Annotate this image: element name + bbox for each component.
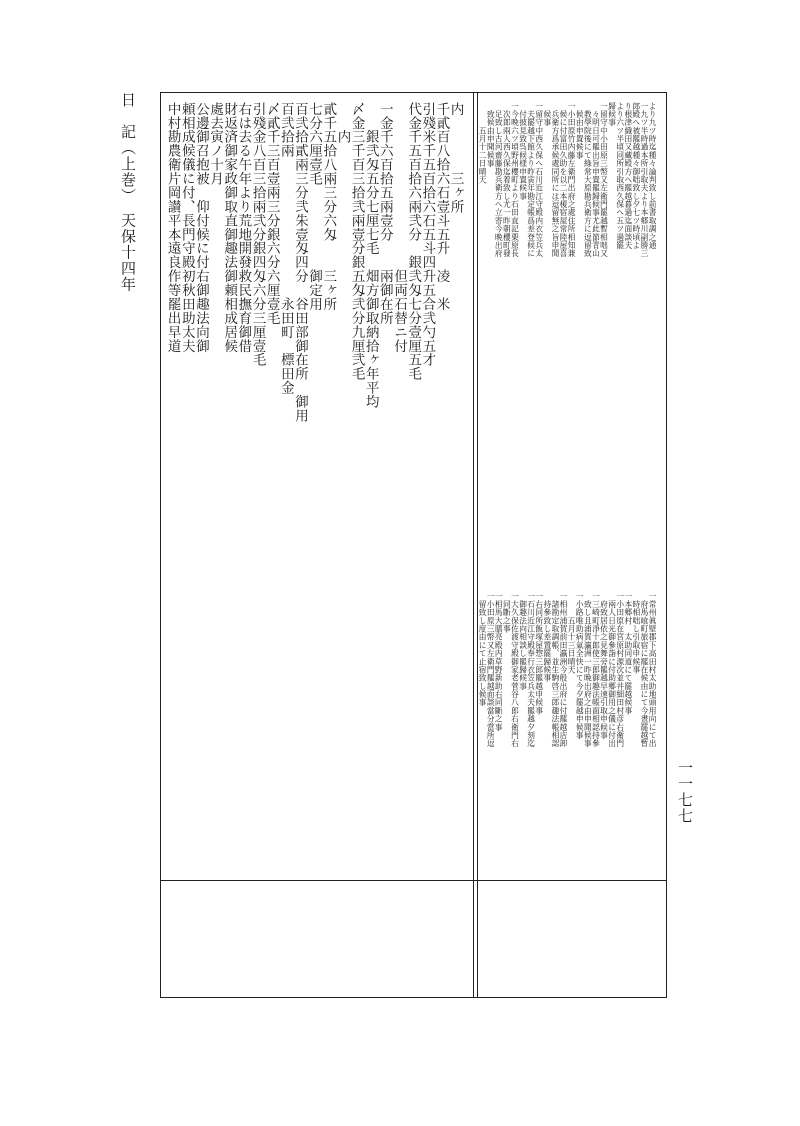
text-column: 歸候事	[607, 102, 617, 127]
text-column: 一小田原竹内藤左衛門出府之處住所相知兼	[567, 102, 577, 258]
text-column: 候に付富田久助を以二本榎宿屋常陸屋喜	[559, 102, 569, 258]
text-column: 〆貳千三百壹兩三分銀六分六厘壹毛	[264, 102, 280, 326]
text-column: 引殘金八百三拾兩弐分銀四匁六分三厘壹毛	[250, 102, 266, 367]
text-column: 一小田原三幣又左衛門罷越面談當分當所逗	[486, 592, 496, 748]
text-column: 致候由申聞候事	[486, 102, 496, 168]
text-column: 右は去る午年より荒地開發救民撫育御借	[235, 102, 251, 353]
text-column: 一大久保佐渡守殿御家老菅谷八郎右衛門右	[510, 592, 520, 748]
text-column: 留致し度由にて止宿致し候事	[478, 592, 488, 707]
text-column: 候事	[542, 102, 552, 127]
text-column: 一常州眞壁郡下高田村太助地頭用向にて出	[648, 592, 658, 748]
text-column: 兵衛方爲承候處同所には逗留無之旨申聞	[550, 102, 560, 258]
text-column: 一相馬大膳亮殿内草野新助右同斷之事	[494, 592, 504, 732]
text-column: 百弐拾貳兩三分弐朱壹匁四分 谷田部御在所 御用	[292, 102, 308, 423]
text-column: 致し且浦賀瀛洲一昨晩出府之由申聞候事	[583, 592, 593, 748]
text-column: 御趣法向相談し罷歸候事	[518, 592, 528, 691]
text-column: 候由申置候事	[575, 102, 585, 160]
text-column: 一九ツ半時過本所引取夫より本郷川副勝三	[639, 102, 649, 258]
text-column: 府馬喰町旅宿に罷在候由にて今晝罷越暫	[639, 592, 649, 748]
text-column: 千貳百八拾六石壹斗五升 凌 米	[434, 102, 449, 312]
text-column: 次郎兩人西久保迄着致し尤一昨朝櫻町發	[502, 102, 512, 258]
text-column: り根津織田又藏殿方へ罷越暮過迄面談夫	[623, 102, 633, 250]
text-column: 處去寅ノ十月	[207, 102, 223, 186]
text-column: 五月十三日晴天	[567, 592, 577, 674]
text-column: 七分六厘壹毛 御定用	[306, 102, 322, 312]
text-column: 百弐拾兩 永田町 標田金	[278, 102, 294, 395]
text-column: 郎殿へ被罷越種々御咄致し夕七ツ時頃よ	[631, 102, 641, 250]
text-column: 一留守中小田原三幣又左衛門罷越暫相咄又	[599, 102, 609, 258]
text-column: 引殘米千五百拾六石五斗四升五合弐勺五才	[419, 102, 435, 367]
text-column: 兩人日光御參詣に付助郷御用之儀に付出	[607, 592, 617, 748]
text-column: 頼相成候儀に付、長門守殿初秋田助太夫	[179, 102, 195, 353]
text-column: 内	[334, 102, 350, 144]
text-column: 々明日可罷出旨申置罷歸候事尤此節青山	[591, 102, 601, 258]
text-column: 付披見致呉候様申置候事	[518, 102, 528, 201]
page-number: 一一七七	[676, 760, 694, 824]
text-column: 公邊御召抱被 仰付候に付右御趣法向御	[193, 102, 209, 353]
text-column: 銀弐匁五分七厘七毛 畑方御取納拾ヶ年平均	[363, 102, 379, 409]
text-column: 足致し古河齋藤勘兵衛方へ立寄今晩出府	[494, 102, 504, 258]
text-column: 一右同所飯塚屋惣三郎罷越申候事	[534, 592, 544, 715]
text-column: 持參致し差置罷歸候事	[542, 592, 552, 683]
text-column: 一留守中西久保へ石川近江守殿内衣笠兵太	[534, 102, 544, 258]
text-column: 一今晩六ツ頃野州櫻町より石田直記栗原長	[510, 102, 520, 258]
text-column: 但両石替ニ付	[391, 102, 407, 353]
text-column: 一小田原在宮原村源次並井細田村彦右衛門	[615, 592, 625, 748]
section-divider-bottom	[160, 880, 667, 881]
text-column: 夫罷越下館より昨寅年勘定帳爲差登候に	[526, 102, 536, 258]
text-column: 教學院後にて綠常大原勘兵衛方に逗留致	[583, 102, 593, 258]
text-column: 時相咄し引取申候事	[631, 592, 641, 674]
text-column: 財返済御家政御取直御趣法御頼相成居候	[221, 102, 237, 353]
text-column: より六ツ半頃同所引取西久保へ五ツ過罷	[615, 102, 625, 250]
text-column: 一小路唯助病氣全快にて今夕罷越申候事	[575, 592, 585, 740]
text-column: 〆金三千百三拾弐兩壹分銀五匁弐分九厘弐毛	[349, 102, 365, 381]
text-column: 一三崎町淨十郎使三郎御趣法帳面相認持參	[591, 592, 601, 748]
text-column: 代金千五百拾六兩弐分 銀弐匁七分壹厘五毛	[405, 102, 421, 381]
text-column: 一金千六百拾五兩壹分 兩御在所	[377, 102, 393, 326]
text-column: 貳千五拾八兩三分六匁 三ヶ所	[320, 102, 336, 312]
text-column: 同斷之事	[502, 592, 512, 633]
text-column: 一本郷村 太助同道にて罷越候事	[623, 592, 633, 715]
text-column: 諸勘定取調帳、並生駒啓三郎趣法帳相認	[550, 592, 560, 748]
text-column: 一相州浦賀前田瀛洲今般出府に付罷越店卸	[559, 592, 569, 748]
text-column: より九ツ時迄種々論判致し前書取調之通	[648, 102, 658, 250]
text-column: 中村勘農衛片岡讃平本遠良作等罷出早道	[165, 102, 181, 353]
text-column: 一石川近江守殿奉行衣笠兵太夫罷越夕刻迄	[526, 592, 536, 748]
column-divider-left	[473, 92, 474, 998]
text-column: 五月十二日晴天	[478, 102, 488, 184]
text-column: 府致居依之見舞旁罷越早速引取申候事	[599, 592, 609, 740]
running-header-title: 日 記（上巻） 天保十四年	[119, 92, 137, 293]
text-column: 内 三ヶ所	[448, 102, 464, 214]
